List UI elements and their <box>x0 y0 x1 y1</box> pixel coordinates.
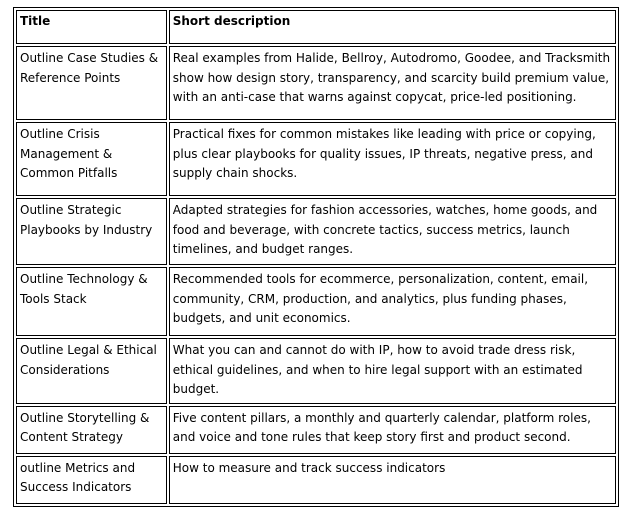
row-title-cell: Outline Technology & Tools Stack <box>16 267 167 336</box>
outline-table <box>13 7 619 507</box>
row-description-cell: Adapted strategies for fashion accessories, watches, home goods, and food and beverage, with concrete tactics, success metrics, launch timelines, and budget ranges. <box>169 198 616 265</box>
table-row <box>16 338 616 404</box>
row-title-cell: Outline Legal & Ethical Considerations <box>16 338 167 404</box>
row-title-cell: outline Metrics and Success Indicators <box>16 456 167 504</box>
table-row <box>16 267 616 336</box>
row-description-cell: Five content pillars, a monthly and quarterly calendar, platform roles, and voice and tone rules that keep story first and product second. <box>169 406 616 454</box>
table-row <box>16 406 616 454</box>
header-description: Short description <box>169 10 616 44</box>
outline-table-container <box>13 7 619 507</box>
row-description-cell: What you can and cannot do with IP, how to avoid trade dress risk, ethical guidelines, and when to hire legal support with an estimated budget. <box>169 338 616 404</box>
table-row <box>16 46 616 120</box>
row-title-cell: Outline Crisis Management & Common Pitfalls <box>16 122 167 196</box>
table-row <box>16 456 616 504</box>
row-description-cell: How to measure and track success indicators <box>169 456 616 504</box>
header-title: Title <box>16 10 167 44</box>
row-title-cell: Outline Storytelling & Content Strategy <box>16 406 167 454</box>
table-row <box>16 198 616 265</box>
row-description-cell: Real examples from Halide, Bellroy, Autodromo, Goodee, and Tracksmith show how design story, transparency, and scarcity build premium value, with an anti-case that warns against copycat, price-led positioning. <box>169 46 616 120</box>
table-row <box>16 122 616 196</box>
row-title-cell: Outline Strategic Playbooks by Industry <box>16 198 167 265</box>
table-header-row <box>16 10 616 44</box>
row-description-cell: Practical fixes for common mistakes like leading with price or copying, plus clear playbooks for quality issues, IP threats, negative press, and supply chain shocks. <box>169 122 616 196</box>
row-description-cell: Recommended tools for ecommerce, personalization, content, email, community, CRM, production, and analytics, plus funding phases, budgets, and unit economics. <box>169 267 616 336</box>
row-title-cell: Outline Case Studies & Reference Points <box>16 46 167 120</box>
